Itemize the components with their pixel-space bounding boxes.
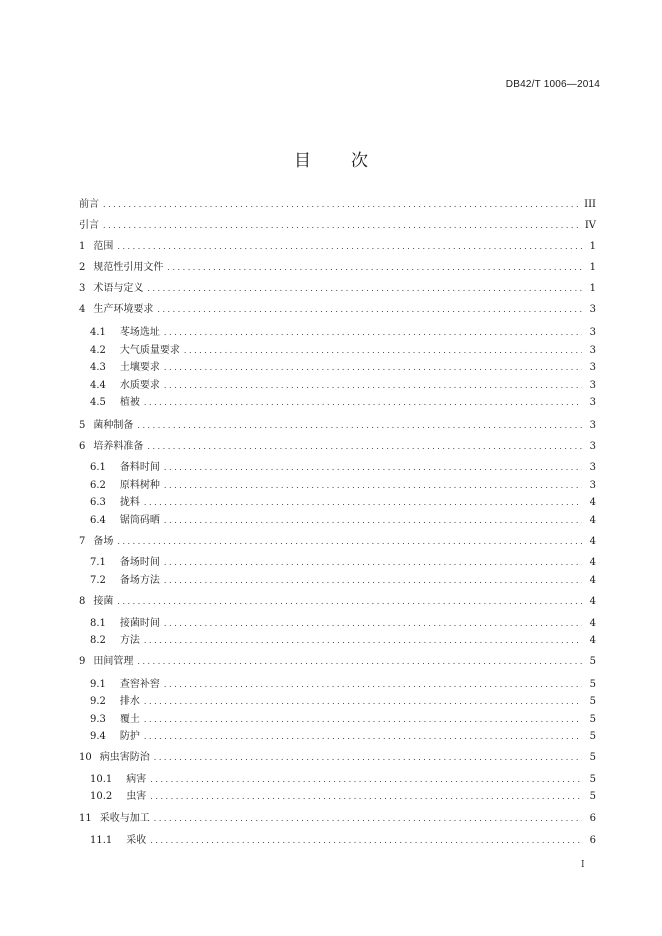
toc-entry-page: 3	[589, 441, 596, 452]
toc-entry-title: 大气质量要求	[119, 345, 180, 356]
toc-entry[interactable]	[79, 419, 596, 433]
toc-entry-page: 4	[589, 618, 596, 629]
toc-entry[interactable]	[79, 595, 596, 609]
dot-leader	[137, 419, 582, 433]
toc-entry-page: 5	[589, 752, 596, 763]
toc-entry-number: 9.1	[90, 679, 106, 690]
toc-entry[interactable]	[79, 535, 596, 549]
toc-entry[interactable]	[79, 440, 596, 454]
dot-leader	[184, 344, 582, 358]
dot-leader	[164, 574, 582, 588]
toc-entry-page: 4	[589, 575, 596, 586]
toc-entry-number: 1	[79, 241, 86, 252]
toc-entry-title: 备场	[93, 536, 114, 547]
toc-entry-page: IV	[584, 220, 596, 231]
dot-leader	[144, 496, 582, 510]
toc-entry[interactable]	[90, 574, 596, 588]
toc-entry-title: 规范性引用文件	[93, 262, 164, 273]
dot-leader	[117, 595, 582, 609]
toc-entry-page: 5	[589, 791, 596, 802]
toc-entry[interactable]	[90, 326, 596, 340]
toc-entry-number: 7.1	[90, 557, 106, 568]
toc-entry-number: 6.1	[90, 462, 106, 473]
toc-entry-title: 生产环境要求	[93, 304, 154, 315]
dot-leader	[147, 440, 582, 454]
toc-entry[interactable]	[90, 461, 596, 475]
toc-entry[interactable]	[90, 514, 596, 528]
toc-entry[interactable]	[90, 730, 596, 744]
toc-entry-page: III	[584, 199, 596, 210]
toc-entry-page: 6	[589, 813, 596, 824]
toc-entry-title: 植被	[119, 397, 140, 408]
toc-entry-number: 10.1	[90, 774, 113, 785]
toc-entry-title: 苳场选址	[119, 327, 160, 338]
toc-entry-page: 5	[589, 731, 596, 742]
toc-entry-number: 6.4	[90, 515, 106, 526]
dot-leader	[164, 556, 582, 570]
dot-leader	[144, 713, 582, 727]
dot-leader	[164, 514, 582, 528]
dot-leader	[164, 326, 582, 340]
toc-entry[interactable]	[90, 344, 596, 358]
toc-entry[interactable]	[90, 834, 596, 848]
toc-entry-page: 3	[589, 304, 596, 315]
toc-entry-title: 查窖补窖	[119, 679, 160, 690]
dot-leader	[164, 379, 582, 393]
toc-entry-title: 原料树种	[119, 480, 160, 491]
title-char-2: 次	[351, 151, 368, 171]
dot-leader	[164, 617, 582, 631]
toc-entry-number: 9.2	[90, 696, 106, 707]
dot-leader	[144, 695, 582, 709]
toc-entry-title: 病害	[126, 774, 147, 785]
toc-entry-number: 4.4	[90, 380, 106, 391]
toc-entry-page: 3	[589, 362, 596, 373]
toc-entry-page: 4	[589, 536, 596, 547]
toc-entry-title: 范围	[93, 241, 114, 252]
toc-entry-number: 4.3	[90, 362, 106, 373]
dot-leader	[117, 535, 582, 549]
toc-entry-title: 培养料准备	[93, 441, 144, 452]
toc-entry-title: 水质要求	[119, 380, 160, 391]
dot-leader	[164, 361, 582, 375]
dot-leader	[154, 751, 582, 765]
title-char-1: 目	[294, 151, 311, 171]
toc-entry[interactable]	[79, 261, 596, 275]
toc-entry-number: 10.2	[90, 791, 113, 802]
dot-leader	[164, 479, 582, 493]
toc-entry[interactable]	[79, 655, 596, 669]
toc-entry-title: 田间管理	[93, 656, 134, 667]
toc-entry-page: 3	[589, 380, 596, 391]
toc-entry-title: 备场时间	[119, 557, 160, 568]
toc-entry-number: 8.1	[90, 618, 106, 629]
toc-entry[interactable]	[90, 634, 596, 648]
toc-entry[interactable]	[79, 282, 596, 296]
toc-entry-number: 2	[79, 262, 86, 273]
toc-entry-page: 5	[589, 696, 596, 707]
toc-entry-page: 4	[589, 515, 596, 526]
toc-entry-number: 7.2	[90, 575, 106, 586]
dot-leader	[154, 812, 582, 826]
toc-entry-page: 3	[589, 345, 596, 356]
toc-entry[interactable]	[90, 379, 596, 393]
dot-leader	[147, 282, 582, 296]
toc-entry[interactable]	[90, 617, 596, 631]
toc-entry-number: 6	[79, 441, 86, 452]
toc-entry-number: 9	[79, 656, 86, 667]
dot-leader	[144, 730, 582, 744]
dot-leader	[157, 303, 582, 317]
toc-entry[interactable]	[90, 556, 596, 570]
dot-leader	[150, 773, 582, 787]
toc-entry-page: 3	[589, 462, 596, 473]
dot-leader	[164, 461, 582, 475]
toc-entry-title: 接菌时间	[119, 618, 160, 629]
toc-entry-page: 3	[589, 480, 596, 491]
dot-leader	[103, 219, 581, 233]
dot-leader	[103, 198, 580, 212]
toc-entry-title: 采收	[126, 835, 147, 846]
toc-entry[interactable]	[90, 790, 596, 804]
dot-leader	[150, 790, 582, 804]
toc-entry-title: 接菌	[93, 596, 114, 607]
toc-entry-page: 3	[589, 420, 596, 431]
toc-entry-number: 4.1	[90, 327, 106, 338]
toc-entry-number: 6.3	[90, 497, 106, 508]
toc-entry-page: 4	[589, 596, 596, 607]
toc-entry[interactable]	[79, 219, 596, 233]
toc-entry-title: 土壤要求	[119, 362, 160, 373]
toc-entry-title: 前言	[79, 199, 99, 210]
toc-entry-title: 覆土	[119, 714, 140, 725]
toc-entry-title: 备场方法	[119, 575, 160, 586]
toc-entry-title: 排水	[119, 696, 140, 707]
toc-entry-title: 引言	[79, 220, 99, 231]
toc-entry-title: 备料时间	[119, 462, 160, 473]
toc-entry-number: 11.1	[90, 835, 113, 846]
toc-entry-number: 9.3	[90, 714, 106, 725]
toc-entry-number: 10	[79, 752, 92, 763]
toc-entry[interactable]	[90, 396, 596, 410]
toc-entry-number: 11	[79, 813, 92, 824]
toc-entry-title: 病虫害防治	[99, 752, 150, 763]
toc-entry-page: 1	[589, 283, 596, 294]
toc-entry-title: 采收与加工	[99, 813, 150, 824]
toc-entry-page: 6	[589, 835, 596, 846]
toc-entry-title: 锯筒码晒	[119, 515, 160, 526]
dot-leader	[144, 634, 582, 648]
toc-entry[interactable]	[79, 198, 596, 212]
document-number: DB42/T 1006—2014	[505, 79, 600, 90]
toc-entry-number: 9.4	[90, 731, 106, 742]
dot-leader	[150, 834, 582, 848]
toc-entry-number: 7	[79, 536, 86, 547]
dot-leader	[137, 655, 582, 669]
toc-entry-title: 防护	[119, 731, 140, 742]
toc-entry-number: 4.5	[90, 397, 106, 408]
toc-entry-title: 虫害	[126, 791, 147, 802]
toc-entry-number: 6.2	[90, 480, 106, 491]
toc-entry[interactable]	[90, 496, 596, 510]
toc-entry-number: 4.2	[90, 345, 106, 356]
toc-entry[interactable]	[90, 695, 596, 709]
toc-entry[interactable]	[79, 812, 596, 826]
toc-entry-page: 5	[589, 714, 596, 725]
dot-leader	[117, 240, 582, 254]
toc-entry-number: 8	[79, 596, 86, 607]
toc-entry-number: 5	[79, 420, 86, 431]
toc-entry-page: 4	[589, 635, 596, 646]
toc-entry-number: 4	[79, 304, 86, 315]
toc-entry[interactable]	[90, 773, 596, 787]
toc-entry[interactable]	[79, 751, 596, 765]
page-title	[0, 146, 662, 171]
toc-entry[interactable]	[79, 303, 596, 317]
toc-entry[interactable]	[90, 479, 596, 493]
toc-entry-page: 5	[589, 679, 596, 690]
dot-leader	[164, 678, 582, 692]
toc-entry-number: 3	[79, 283, 86, 294]
page-number: I	[581, 860, 585, 870]
toc-entry-title: 拢料	[119, 497, 140, 508]
toc-entry-page: 5	[589, 656, 596, 667]
toc-entry-title: 菌种制备	[93, 420, 134, 431]
toc-entry-page: 1	[589, 262, 596, 273]
toc-entry-page: 4	[589, 497, 596, 508]
toc-entry[interactable]	[79, 240, 596, 254]
toc-entry-title: 术语与定义	[93, 283, 144, 294]
toc-entry-page: 3	[589, 397, 596, 408]
toc-entry-page: 4	[589, 557, 596, 568]
dot-leader	[167, 261, 582, 275]
toc-entry-page: 1	[589, 241, 596, 252]
toc-entry-page: 3	[589, 327, 596, 338]
dot-leader	[144, 396, 582, 410]
toc-entry-page: 5	[589, 774, 596, 785]
toc-entry[interactable]	[90, 678, 596, 692]
toc-entry-title: 方法	[119, 635, 140, 646]
toc-entry[interactable]	[90, 361, 596, 375]
toc-entry-number: 8.2	[90, 635, 106, 646]
toc-entry[interactable]	[90, 713, 596, 727]
